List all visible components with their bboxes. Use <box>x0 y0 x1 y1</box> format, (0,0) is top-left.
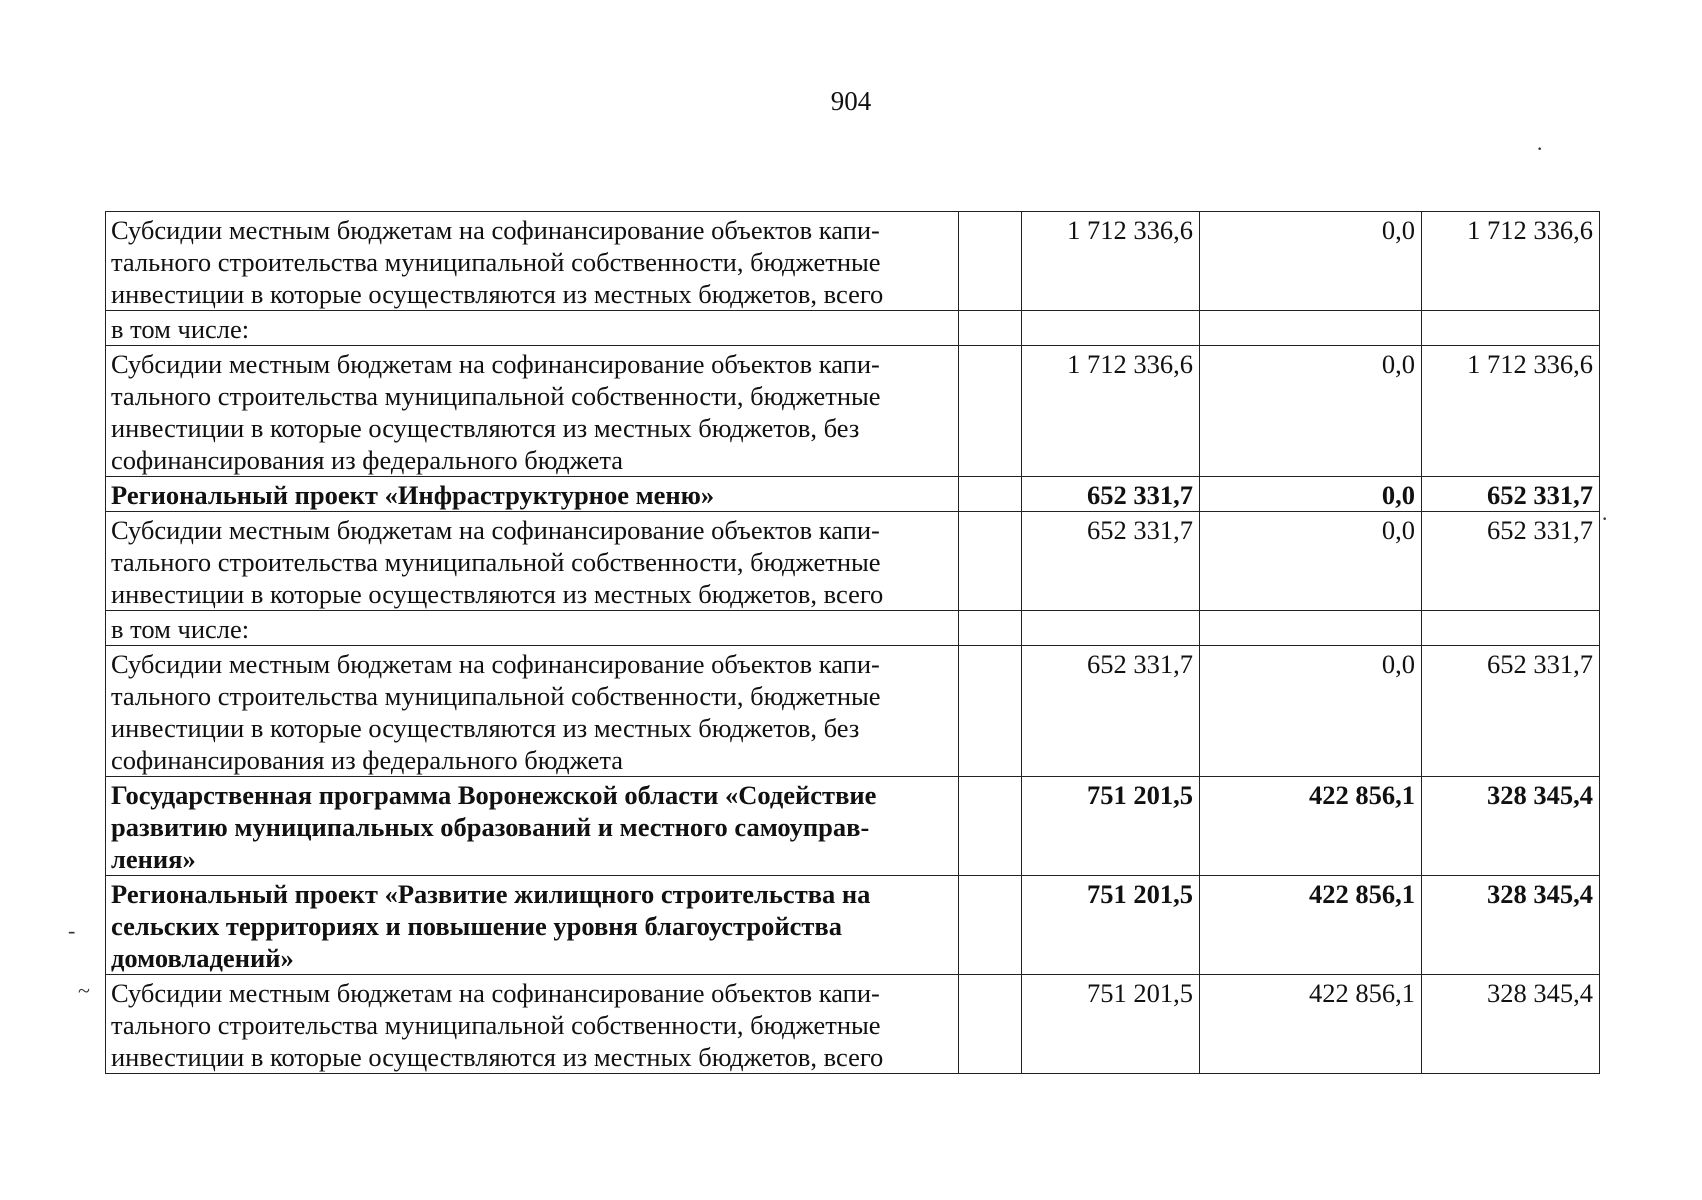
row-total-cell: 751 201,5 <box>1022 777 1200 876</box>
row-name-cell: Региональный проект «Развитие жилищного строительства на сельских территориях и повышение уровня благоустройства домовладений» <box>106 876 959 975</box>
table-row <box>106 346 1600 477</box>
row-total-cell: 751 201,5 <box>1022 876 1200 975</box>
row-total-cell: 652 331,7 <box>1022 646 1200 777</box>
row-total-cell: 652 331,7 <box>1022 512 1200 611</box>
row-regional-cell: 328 345,4 <box>1422 876 1600 975</box>
row-code-cell <box>959 611 1022 646</box>
row-name-cell: Субсидии местным бюджетам на софинансирование объектов капи-тального строительства муниципальной собственности, бюджетные инвестиции в которые осуществляются из местных бюджетов, без софинансирования из федерального бюджета <box>106 646 959 777</box>
scan-speck: ~ <box>78 978 90 1003</box>
table-row <box>106 876 1600 975</box>
table-row <box>106 611 1600 646</box>
row-name-cell: Субсидии местным бюджетам на софинансирование объектов капи-тального строительства муниципальной собственности, бюджетные инвестиции в которые осуществляются из местных бюджетов, без софинансирования из федерального бюджета <box>106 346 959 477</box>
row-federal-cell <box>1200 611 1422 646</box>
row-total-cell <box>1022 311 1200 346</box>
row-regional-cell: 328 345,4 <box>1422 777 1600 876</box>
table-row <box>106 477 1600 512</box>
row-name-cell: Государственная программа Воронежской области «Содействие развитию муниципальных образований и местного самоуправ-ления» <box>106 777 959 876</box>
table-row <box>106 646 1600 777</box>
row-federal-cell: 0,0 <box>1200 212 1422 311</box>
row-code-cell <box>959 777 1022 876</box>
row-federal-cell: 422 856,1 <box>1200 777 1422 876</box>
row-regional-cell: 328 345,4 <box>1422 975 1600 1074</box>
budget-table <box>105 211 1600 1074</box>
row-federal-cell: 422 856,1 <box>1200 975 1422 1074</box>
row-regional-cell: 1 712 336,6 <box>1422 212 1600 311</box>
row-name-cell: в том числе: <box>106 611 959 646</box>
row-code-cell <box>959 346 1022 477</box>
page-number: 904 <box>830 86 872 116</box>
table-row <box>106 212 1600 311</box>
row-total-cell: 1 712 336,6 <box>1022 212 1200 311</box>
row-total-cell: 652 331,7 <box>1022 477 1200 512</box>
row-total-cell <box>1022 611 1200 646</box>
row-regional-cell: 652 331,7 <box>1422 646 1600 777</box>
row-regional-cell: 652 331,7 <box>1422 477 1600 512</box>
row-code-cell <box>959 212 1022 311</box>
table-row <box>106 311 1600 346</box>
row-federal-cell: 0,0 <box>1200 512 1422 611</box>
row-code-cell <box>959 512 1022 611</box>
row-name-cell: Субсидии местным бюджетам на софинансирование объектов капи-тального строительства муниципальной собственности, бюджетные инвестиции в которые осуществляются из местных бюджетов, всего <box>106 512 959 611</box>
row-regional-cell <box>1422 311 1600 346</box>
row-name-cell: Региональный проект «Инфраструктурное меню» <box>106 477 959 512</box>
row-total-cell: 1 712 336,6 <box>1022 346 1200 477</box>
row-code-cell <box>959 477 1022 512</box>
scan-speck: · <box>1536 136 1544 161</box>
table-row <box>106 512 1600 611</box>
scan-speck: · <box>1601 506 1609 531</box>
row-code-cell <box>959 311 1022 346</box>
row-name-cell: в том числе: <box>106 311 959 346</box>
row-federal-cell: 422 856,1 <box>1200 876 1422 975</box>
row-total-cell: 751 201,5 <box>1022 975 1200 1074</box>
row-regional-cell: 1 712 336,6 <box>1422 346 1600 477</box>
row-federal-cell <box>1200 311 1422 346</box>
table-row <box>106 777 1600 876</box>
row-regional-cell <box>1422 611 1600 646</box>
table-row <box>106 975 1600 1074</box>
row-code-cell <box>959 876 1022 975</box>
row-code-cell <box>959 646 1022 777</box>
row-federal-cell: 0,0 <box>1200 477 1422 512</box>
row-federal-cell: 0,0 <box>1200 646 1422 777</box>
row-name-cell: Субсидии местным бюджетам на софинансирование объектов капи-тального строительства муниципальной собственности, бюджетные инвестиции в которые осуществляются из местных бюджетов, всего <box>106 975 959 1074</box>
scan-speck: - <box>68 918 76 943</box>
row-federal-cell: 0,0 <box>1200 346 1422 477</box>
row-regional-cell: 652 331,7 <box>1422 512 1600 611</box>
budget-table-body <box>106 212 1600 1074</box>
row-name-cell: Субсидии местным бюджетам на софинансирование объектов капи-тального строительства муниципальной собственности, бюджетные инвестиции в которые осуществляются из местных бюджетов, всего <box>106 212 959 311</box>
row-code-cell <box>959 975 1022 1074</box>
